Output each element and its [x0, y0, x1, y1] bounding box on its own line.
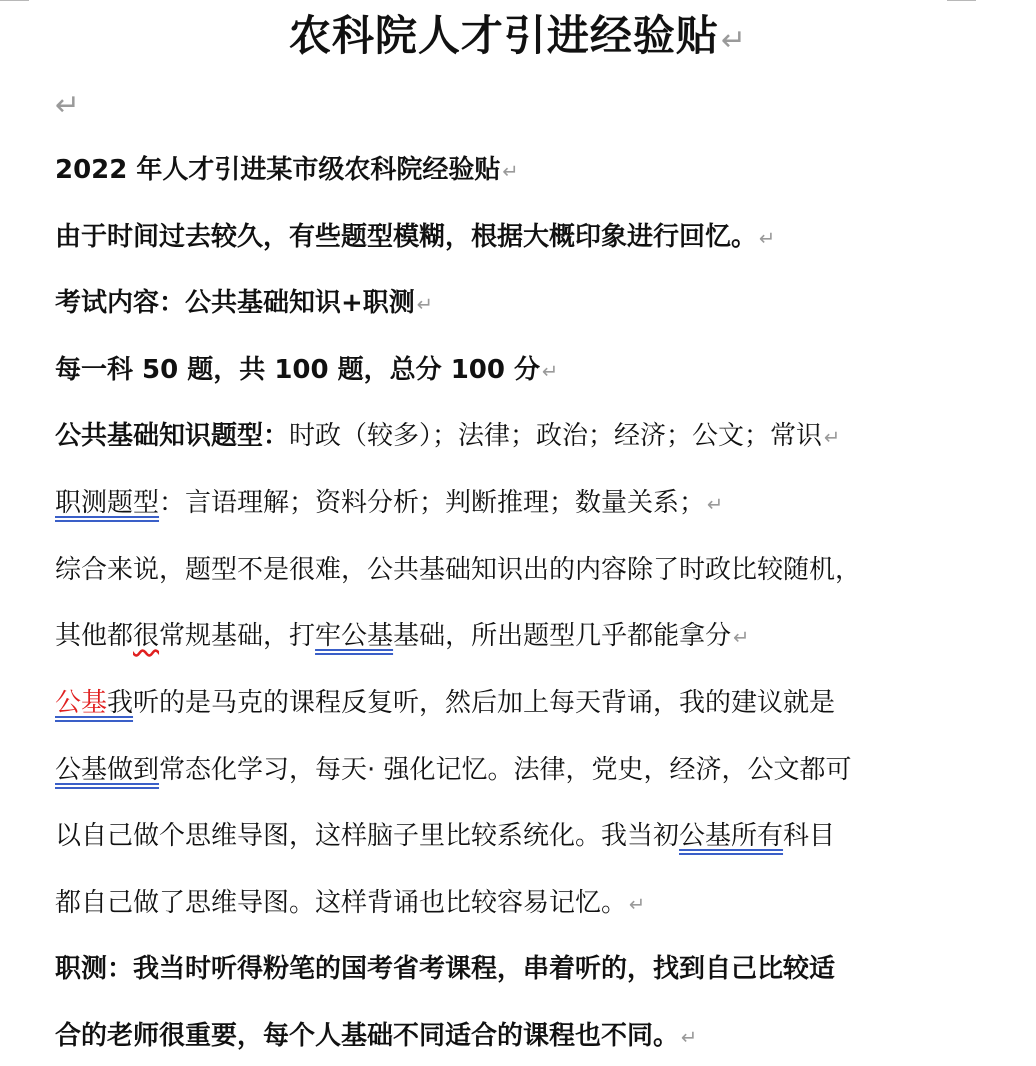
grammar-underlined-text: 牢公基 [315, 621, 394, 651]
paragraph-mark-icon: ↵ [629, 893, 646, 916]
body-line: 以自己做个思维导图，这样脑子里比较系统化。我当初公基所有科目 [55, 821, 836, 851]
grammar-underlined-text: 职测题型 [55, 488, 160, 518]
body-line: 职测：我当时听得粉笔的国考省考课程，串着听的，找到自己比较适 [55, 954, 836, 984]
paragraph-mark-icon: ↵ [681, 1026, 698, 1049]
page-corner-mark-left [0, 0, 29, 1]
body-line: 综合来说，题型不是很难，公共基础知识出的内容除了时政比较随机， [55, 555, 862, 585]
paragraph-mark-icon: ↵ [416, 293, 434, 316]
body-line: 公基做到常态化学习，每天· 强化记忆。法律，党史，经济，公文都可 [55, 755, 852, 785]
paragraph-question-count: 每一科 50 题，共 100 题，总分 100 分 ↵ [55, 355, 559, 385]
paragraph-intro: 由于时间过去较久，有些题型模糊，根据大概印象进行回忆。 ↵ [55, 222, 776, 252]
paragraph-mark-icon: ↵ [720, 23, 748, 58]
paragraph-public-knowledge-types: 公共基础知识题型：时政（较多）；法律；政治；经济；公文；常识 ↵ [55, 421, 841, 451]
body-line: 都自己做了思维导图。这样背诵也比较容易记忆。 ↵ [55, 888, 646, 918]
paragraph-aptitude-types: 职测题型：言语理解；资料分析；判断推理；数量关系； ↵ [55, 488, 724, 518]
title-text: 农科院人才引进经验贴 [288, 11, 719, 60]
paragraph-mark-icon: ↵ [759, 227, 776, 250]
paragraph-mark-icon: ↵ [502, 160, 519, 183]
paragraph-mark-icon: ↵ [824, 426, 841, 449]
paragraph-mark-icon: ↵ [707, 493, 724, 516]
paragraph-heading: 2022 年人才引进某市级农科院经验贴 ↵ [55, 155, 519, 185]
grammar-underlined-text: 公基做到 [55, 755, 160, 785]
paragraph-mark-icon: ↵ [542, 360, 559, 383]
body-line: 公基我听的是马克的课程反复听，然后加上每天背诵，我的建议就是 [55, 688, 836, 718]
page-corner-mark-right [947, 0, 976, 1]
body-line: 其他都很常规基础，打牢公基基础，所出题型几乎都能拿分 ↵ [55, 621, 750, 651]
spellcheck-underlined-text: 很 [133, 621, 160, 651]
grammar-underlined-text: 公基 [55, 688, 108, 718]
body-line: 合的老师很重要，每个人基础不同适合的课程也不同。 ↵ [55, 1021, 698, 1051]
grammar-underlined-text: 我 [107, 688, 134, 718]
paragraph-mark-icon: ↵ [55, 88, 81, 123]
paragraph-mark-icon: ↵ [733, 626, 750, 649]
document-title [0, 10, 1036, 67]
grammar-underlined-text: 公基所有 [679, 821, 784, 851]
paragraph-exam-content: 考试内容：公共基础知识+职测 ↵ [55, 288, 434, 318]
